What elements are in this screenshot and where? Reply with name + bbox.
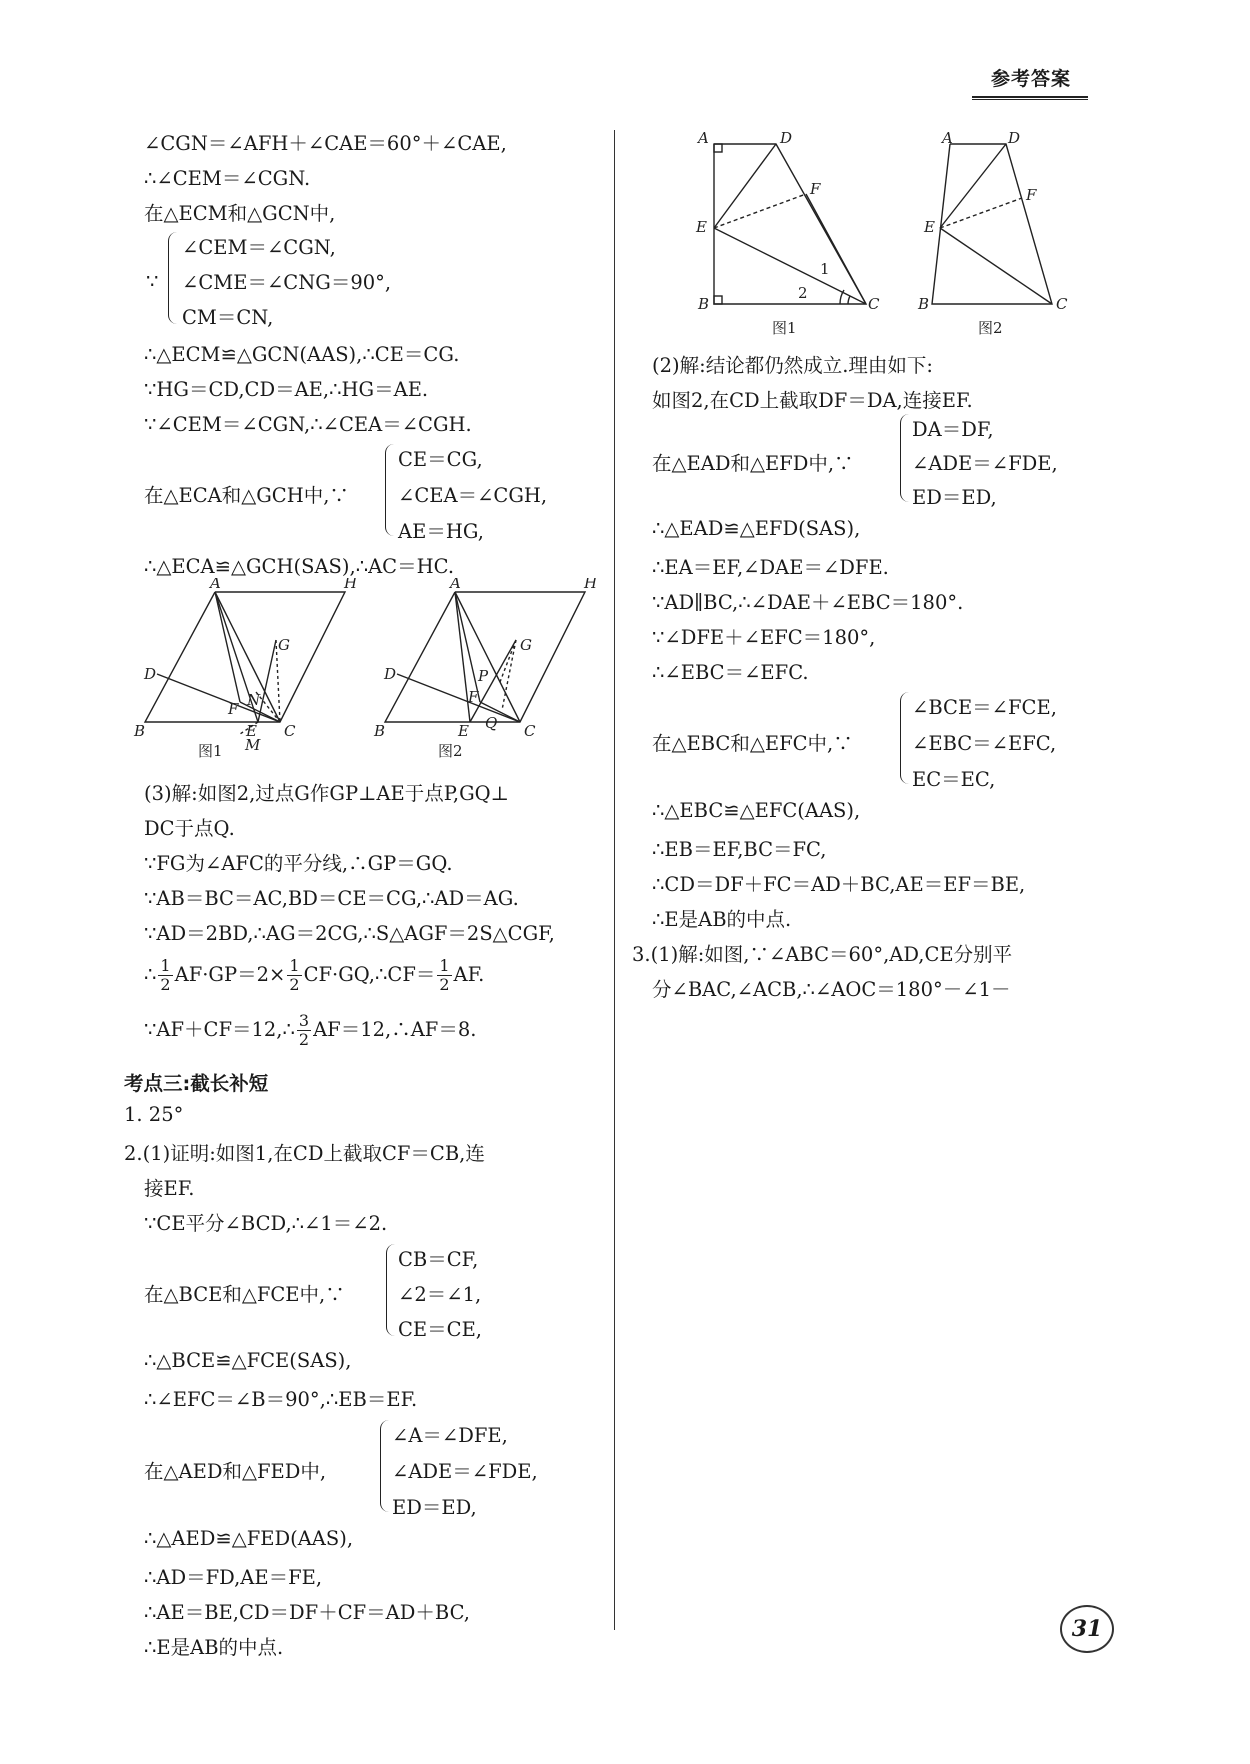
figure-caption: 图2 — [438, 742, 463, 758]
equation-line: EC＝EC, — [912, 768, 996, 791]
figure-caption: 图1 — [772, 319, 797, 337]
svg-text:B: B — [698, 295, 710, 313]
svg-text:F: F — [810, 180, 821, 198]
text-line: ∴△EAD≌△EFD(SAS), — [652, 517, 861, 540]
figure-1 — [714, 144, 866, 304]
text-line: (2)解:结论都仍然成立.理由如下: — [652, 354, 933, 377]
text-line: ∵∠DFE＋∠EFC＝180°, — [652, 626, 876, 649]
header-rule — [972, 96, 1088, 98]
denominator: 2 — [160, 975, 171, 994]
svg-text:C: C — [524, 722, 536, 740]
text-line: ∴AE＝BE,CD＝DF＋CF＝AD＋BC, — [144, 1601, 470, 1624]
svg-text:E: E — [246, 722, 257, 740]
text-line: ∴EB＝EF,BC＝FC, — [652, 838, 827, 861]
fraction — [287, 957, 301, 994]
svg-text:D: D — [144, 665, 157, 683]
svg-text:A: A — [698, 129, 709, 147]
text-line: ∵∠CEM＝∠CGN,∴∠CEA＝∠CGH. — [144, 413, 472, 436]
column-divider — [614, 130, 615, 1630]
equation-line: ∠ADE＝∠FDE, — [392, 1460, 538, 1483]
brace — [385, 444, 394, 536]
text-line: ∵AD＝2BD,∴AG＝2CG,∴S△AGF＝2S△CGF, — [144, 922, 555, 945]
text-line: ∴CD＝DF＋FC＝AD＋BC,AE＝EF＝BE, — [652, 873, 1026, 896]
svg-text:D: D — [780, 129, 793, 147]
svg-text:A: A — [210, 578, 221, 592]
text-line: ∴E是AB的中点. — [652, 908, 792, 931]
text-run: AF＝12,∴AF＝8. — [313, 1018, 477, 1041]
equation-line: ∠BCE＝∠FCE, — [912, 696, 1057, 719]
svg-text:N: N — [247, 691, 261, 709]
svg-text:F: F — [468, 688, 479, 706]
text-line: 在△ECM和△GCN中, — [144, 202, 336, 225]
svg-text:1: 1 — [820, 260, 830, 278]
fraction — [297, 1012, 311, 1049]
text-line: 2.(1)证明:如图1,在CD上截取CF＝CB,连 — [124, 1142, 485, 1165]
text-line: ∴△ECM≌△GCN(AAS),∴CE＝CG. — [144, 343, 460, 366]
header-rule-thin — [972, 99, 1088, 100]
denominator: 2 — [289, 975, 300, 994]
svg-text:E: E — [458, 722, 469, 740]
equation-line: ∠CEA＝∠CGH, — [398, 484, 548, 507]
svg-text:B: B — [918, 295, 930, 313]
fraction — [158, 957, 172, 994]
svg-text:G: G — [520, 636, 532, 654]
equation-line: ∠2＝∠1, — [398, 1283, 482, 1306]
equation-line: ∠CME＝∠CNG＝90°, — [182, 271, 392, 294]
svg-text:H: H — [344, 578, 358, 592]
svg-text:E: E — [696, 218, 707, 236]
svg-text:H: H — [584, 578, 598, 592]
text-line: ∴∠CEM＝∠CGN. — [144, 167, 311, 190]
text-line: 分∠BAC,∠ACB,∴∠AOC＝180°－∠1－ — [652, 978, 1011, 1001]
text-line: ∴∠EFC＝∠B＝90°,∴EB＝EF. — [144, 1388, 418, 1411]
figure-2 — [932, 144, 1052, 304]
svg-text:P: P — [478, 667, 489, 685]
svg-text:C: C — [868, 295, 880, 313]
equation-line: ED＝ED, — [912, 486, 997, 509]
text-line: 接EF. — [144, 1177, 195, 1200]
brace — [900, 414, 909, 502]
equation-line: ∠CEM＝∠CGN, — [182, 236, 336, 259]
text-line: ∵AD∥BC,∴∠DAE＋∠EBC＝180°. — [652, 591, 964, 614]
svg-text:D: D — [1008, 129, 1021, 147]
text-line: 在△EBC和△EFC中,∵ — [652, 732, 853, 755]
text-line: ∴EA＝EF,∠DAE＝∠DFE. — [652, 556, 889, 579]
section-heading: 考点三:截长补短 — [124, 1072, 269, 1095]
text-line: ∴∠EBC＝∠EFC. — [652, 661, 809, 684]
text-run: CF·GQ,∴CF＝ — [303, 963, 436, 986]
svg-text:B: B — [134, 722, 146, 740]
svg-text:G: G — [278, 636, 290, 654]
denominator: 2 — [439, 975, 450, 994]
text-line: ∴E是AB的中点. — [144, 1636, 284, 1659]
brace — [168, 232, 177, 324]
text-line: ∵HG＝CD,CD＝AE,∴HG＝AE. — [144, 378, 429, 401]
svg-text:D: D — [384, 665, 397, 683]
text-line: 在△AED和△FED中, — [144, 1460, 327, 1483]
text-run: ∵AF＋CF＝12,∴ — [144, 1018, 295, 1041]
text-line: ∴△EBC≌△EFC(AAS), — [652, 799, 861, 822]
svg-text:Q: Q — [485, 714, 498, 732]
svg-text:C: C — [284, 722, 296, 740]
numerator: 1 — [160, 956, 171, 975]
figure-2 — [385, 592, 585, 722]
figure-1 — [145, 592, 345, 734]
numerator: 1 — [439, 956, 450, 975]
header-tag: 参考答案 — [990, 68, 1071, 90]
equation-line: ED＝ED, — [392, 1496, 477, 1519]
text-run: ∴ — [144, 963, 157, 986]
text-line: 如图2,在CD上截取DF＝DA,连接EF. — [652, 389, 973, 412]
text-line: 3.(1)解:如图,∵∠ABC＝60°,AD,CE分别平 — [632, 943, 1013, 966]
numerator: 1 — [289, 956, 300, 975]
svg-text:C: C — [1056, 295, 1068, 313]
svg-text:2: 2 — [798, 284, 808, 302]
text-run: AF·GP＝2× — [174, 963, 286, 986]
equation-line: ∠EBC＝∠EFC, — [912, 732, 1057, 755]
text-line: 在△BCE和△FCE中,∵ — [144, 1283, 345, 1306]
figure-caption: 图2 — [978, 319, 1003, 337]
equation-line: ∠A＝∠DFE, — [392, 1424, 508, 1447]
figure-caption: 图1 — [198, 742, 223, 758]
numerator: 3 — [298, 1011, 310, 1030]
equation-line: CM＝CN, — [182, 306, 274, 329]
text-line — [144, 957, 484, 994]
text-line: ∴△AED≌△FED(AAS), — [144, 1527, 354, 1550]
text-line: 在△ECA和△GCH中,∵ — [144, 484, 349, 507]
trapezoid-figures — [690, 128, 1090, 343]
page-number: 31 — [1060, 1605, 1114, 1653]
svg-text:M: M — [245, 736, 261, 754]
equation-line: CE＝CG, — [398, 448, 483, 471]
brace — [900, 692, 909, 784]
text-line: ∵CE平分∠BCD,∴∠1＝∠2. — [144, 1212, 388, 1235]
text-line: DC于点Q. — [144, 817, 235, 840]
since-symbol: ∵ — [146, 270, 159, 293]
text-line: ∴AD＝FD,AE＝FE, — [144, 1566, 323, 1589]
fraction — [437, 957, 451, 994]
equation-line: CE＝CE, — [398, 1318, 483, 1341]
svg-text:F: F — [228, 700, 239, 718]
text-line: 在△EAD和△EFD中,∵ — [652, 452, 854, 475]
brace — [380, 1420, 389, 1512]
equation-line: DA＝DF, — [912, 418, 994, 441]
equation-line: AE＝HG, — [398, 520, 484, 543]
text-line: ∠CGN＝∠AFH＋∠CAE＝60°＋∠CAE, — [144, 132, 507, 155]
text-line: ∵AB＝BC＝AC,BD＝CE＝CG,∴AD＝AG. — [144, 887, 519, 910]
svg-text:B: B — [374, 722, 386, 740]
denominator: 2 — [298, 1030, 310, 1049]
svg-text:A: A — [450, 578, 461, 592]
text-line — [144, 1012, 476, 1049]
rhombus-figures — [130, 578, 610, 758]
text-line: (3)解:如图2,过点G作GP⊥AE于点P,GQ⊥ — [144, 782, 509, 805]
brace — [386, 1244, 395, 1336]
text-line: ∴△ECA≌△GCH(SAS),∴AC＝HC. — [144, 555, 455, 578]
text-line: ∴△BCE≌△FCE(SAS), — [144, 1349, 352, 1372]
text-run: AF. — [453, 963, 485, 986]
svg-text:E: E — [924, 218, 935, 236]
svg-text:F: F — [1026, 186, 1037, 204]
equation-line: ∠ADE＝∠FDE, — [912, 452, 1058, 475]
text-line: 1. 25° — [124, 1103, 184, 1126]
svg-text:A: A — [942, 129, 953, 147]
equation-line: CB＝CF, — [398, 1248, 479, 1271]
text-line: ∵FG为∠AFC的平分线,∴GP＝GQ. — [144, 852, 453, 875]
